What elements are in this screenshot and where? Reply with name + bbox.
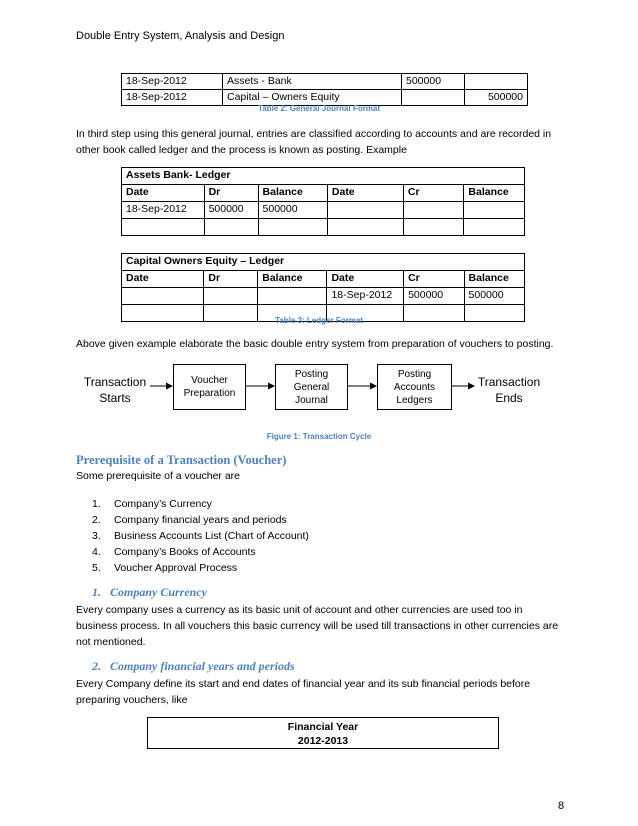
list-item: 4. Company’s Books of Accounts [92,546,256,558]
financial-year-box: Financial Year 2012-2013 [147,717,499,749]
page-number: 8 [558,800,565,812]
table-row: 18-Sep-2012 500000 500000 [122,202,525,219]
flow-box-voucher-preparation: Voucher Preparation [173,364,246,410]
paragraph-posting: In third step using this general journal, entries are classified according to accounts and are recorded in other book called ledger and the process is known as posting. Example [76,128,552,156]
flow-box-posting-accounts-ledgers: Posting Accounts Ledgers [377,364,452,410]
figure-caption: Figure 1: Transaction Cycle [266,432,372,441]
paragraph-example: Above given example elaborate the basic double entry system from preparation of vouchers to posting. [76,338,554,350]
flow-end: Transaction Ends [477,375,541,405]
flow-box-posting-general-journal: Posting General Journal [275,364,348,410]
table-row: 18-Sep-2012 Assets - Bank 500000 [122,74,528,90]
list-item: 3. Business Accounts List (Chart of Account) [92,530,309,542]
journal-table-caption: Table 2: General Journal Format [257,104,381,113]
table-row: 18-Sep-2012 500000 500000 [122,288,525,305]
prerequisite-list [92,496,309,576]
list-item: 2. Company financial years and periods [92,514,287,526]
ledger-table-caption: Table 3: Ledger Format [275,316,363,325]
list-item: 5. Voucher Approval Process [92,562,238,574]
prerequisite-intro: Some prerequisite of a voucher are [76,470,241,482]
company-currency-heading: 1. Company Currency [92,585,208,599]
list-item: 1. Company’s Currency [92,498,212,510]
ledger-title: Capital Owners Equity – Ledger [122,254,525,271]
financial-years-heading: 2. Company financial years and periods [92,659,295,673]
prerequisite-heading: Prerequisite of a Transaction (Voucher) [76,453,287,467]
table-row: Date Dr Balance Date Cr Balance [122,185,525,202]
table-row: 18-Sep-2012 Capital – Owners Equity 500000 [122,90,528,106]
table-row: Date Dr Balance Date Cr Balance [122,271,525,288]
ledger-title: Assets Bank- Ledger [122,168,525,185]
page-header: Double Entry System, Analysis and Design [76,30,285,42]
financial-years-text: Every Company define its start and end dates of financial year and its sub financial periods before preparing vouchers, like [76,678,531,706]
company-currency-text: Every company uses a currency as its basic unit of account and other currencies are used too in business process. In all vouchers this basic currency will be used till transactions in other currencies are not mentioned. [76,604,559,648]
flow-start: Transaction Starts [83,375,147,405]
